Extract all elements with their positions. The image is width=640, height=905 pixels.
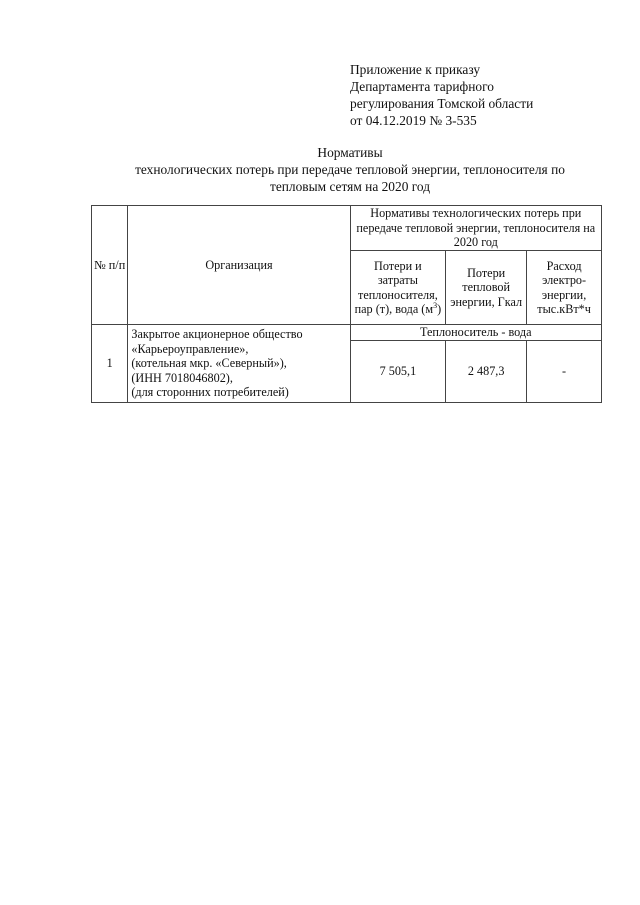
header-group: Нормативы технологических потерь при передаче тепловой энергии, теплоносителя на 2020 год: [350, 206, 601, 251]
row-num: 1: [92, 325, 128, 403]
row-subheader: Теплоноситель - вода: [350, 325, 601, 341]
header-heat-losses: Потери тепловой энергии, Гкал: [446, 251, 527, 325]
title-line: тепловым сетям на 2020 год: [269, 179, 431, 194]
header-organization: Организация: [128, 206, 350, 325]
org-line: (ИНН 7018046802),: [131, 370, 233, 385]
appendix-block: [350, 61, 533, 129]
value-heat-losses: 2 487,3: [446, 341, 527, 402]
appendix-line: Департамента тарифного: [350, 79, 494, 94]
org-line: Закрытое акционерное общество: [131, 327, 303, 341]
value-electricity: -: [527, 341, 602, 402]
org-line: «Карьероуправление»,: [131, 341, 249, 356]
appendix-line: регулирования Томской области: [350, 96, 534, 111]
superscript: 3: [433, 300, 438, 310]
row-organization: [128, 325, 350, 403]
appendix-line: от 04.12.2019 № 3-535: [350, 113, 477, 128]
title-line: технологических потерь при передаче тепловой энергии, теплоносителя по: [135, 162, 565, 177]
value-coolant-losses: 7 505,1: [350, 341, 446, 402]
header-coolant-losses: [350, 251, 446, 325]
header-coolant-losses-end: ): [437, 302, 442, 316]
org-line: (для сторонних потребителей): [131, 385, 289, 399]
norms-table: [91, 205, 602, 403]
org-line: (котельная мкр. «Северный»),: [131, 356, 287, 370]
document-title: [90, 144, 610, 195]
title-line: Нормативы: [317, 145, 383, 160]
header-electricity: Расход электро-энергии, тыс.кВт*ч: [527, 251, 602, 325]
header-num: № п/п: [92, 206, 128, 325]
appendix-line: Приложение к приказу: [350, 62, 481, 77]
header-coolant-losses-text: Потери и затраты теплоносителя, пар (т), вода (м: [354, 258, 438, 316]
